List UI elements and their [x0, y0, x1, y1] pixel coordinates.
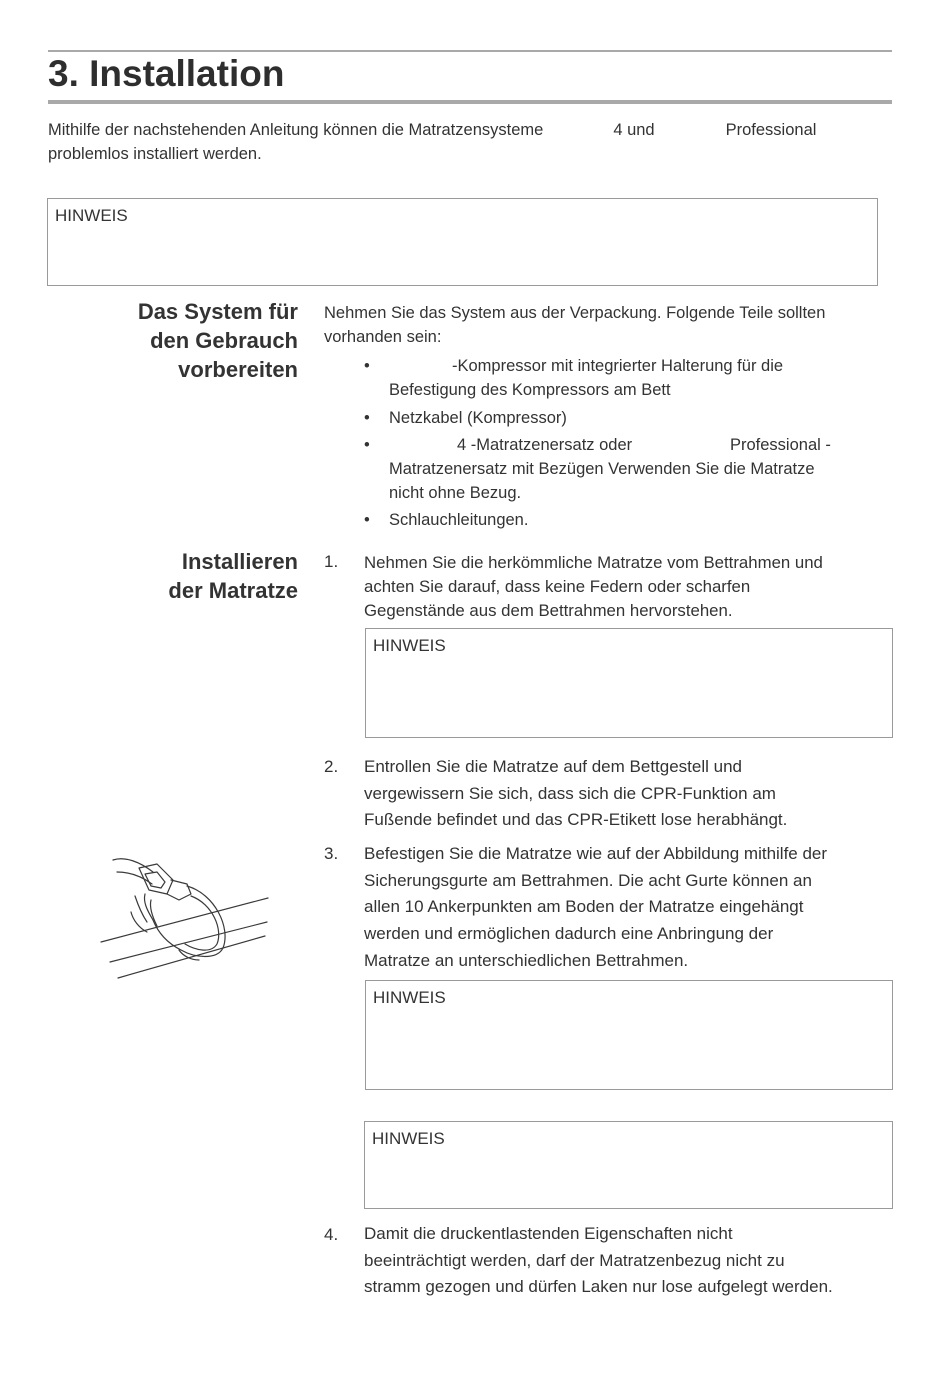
note-box	[365, 628, 893, 738]
item-text: 4 -Matratzenersatz oder	[457, 436, 633, 454]
heading-line: Das System für	[137, 299, 298, 324]
title-underline	[48, 100, 892, 104]
text-line: vergewissern Sie sich, dass sich die CPR-Funktion am	[364, 783, 776, 803]
text-line: beeinträchtigt werden, darf der Matratzenbezug nicht zu	[364, 1250, 785, 1270]
text-line: Damit die druckentlastenden Eigenschaften nicht	[364, 1224, 733, 1243]
heading-line: den Gebrauch	[150, 328, 298, 353]
page-title: 3. Installation	[48, 53, 285, 94]
prepare-intro	[324, 301, 904, 349]
text-line: Befestigen Sie die Matratze wie auf der Abbildung mithilfe der	[364, 844, 828, 863]
item-text: Professional -	[730, 436, 831, 454]
note-label: HINWEIS	[55, 206, 128, 225]
item-text: Schlauchleitungen.	[389, 511, 529, 529]
step-number: 3.	[324, 844, 339, 863]
text-line: achten Sie darauf, dass keine Federn oder scharfen	[364, 577, 751, 596]
text-line: Nehmen Sie das System aus der Verpackung. Folgende Teile sollten	[324, 304, 826, 322]
text-line: Fußende befindet und das CPR-Etikett lose herabhängt.	[364, 810, 788, 830]
note-box	[47, 198, 878, 286]
note-label: HINWEIS	[373, 636, 446, 655]
heading-line: der Matratze	[168, 578, 298, 603]
heading-line: vorbereiten	[178, 357, 298, 382]
step-1-text	[364, 551, 894, 623]
bullet: •	[364, 436, 370, 454]
strap-illustration	[95, 850, 275, 985]
top-rule	[48, 50, 892, 52]
step-number: 1.	[324, 552, 339, 571]
section-heading-install	[168, 547, 298, 605]
note-box	[365, 980, 893, 1090]
item-text: nicht ohne Bezug.	[389, 484, 522, 502]
heading-line: Installieren	[181, 549, 298, 574]
step-3-text	[364, 841, 894, 975]
step-2-text	[364, 754, 894, 834]
text-line: Sicherungsgurte am Bettrahmen. Die acht Gurte können an	[364, 870, 812, 890]
note-label: HINWEIS	[373, 988, 446, 1007]
intro-text-2: 4 und	[613, 121, 655, 139]
step-number: 4.	[324, 1225, 339, 1244]
step-4-text	[364, 1221, 894, 1301]
item-text: -Kompressor mit integrierter Halterung für die	[452, 357, 784, 375]
item-text: Netzkabel (Kompressor)	[389, 409, 567, 427]
bullet: •	[364, 409, 370, 427]
note-label: HINWEIS	[372, 1129, 445, 1148]
text-line: vorhanden sein:	[324, 328, 442, 346]
text-line: Gegenstände aus dem Bettrahmen hervorstehen.	[364, 601, 733, 620]
intro-text-1: Mithilfe der nachstehenden Anleitung können die Matratzensysteme	[48, 121, 544, 139]
intro-text-line2: problemlos installiert werden.	[48, 145, 262, 163]
text-line: werden und ermöglichen dadurch eine Anbringung der	[364, 924, 774, 944]
item-text: Matratzenersatz mit Bezügen Verwenden Sie die Matratze	[389, 460, 815, 478]
section-heading-prepare	[138, 297, 298, 384]
note-box	[364, 1121, 893, 1209]
text-line: Entrollen Sie die Matratze auf dem Bettgestell und	[364, 757, 742, 776]
text-line: Nehmen Sie die herkömmliche Matratze vom Bettrahmen und	[364, 553, 823, 572]
item-text: Befestigung des Kompressors am Bett	[389, 381, 671, 399]
bullet: •	[364, 357, 370, 375]
intro-text-3: Professional	[725, 121, 817, 139]
intro-paragraph	[48, 118, 892, 166]
text-line: allen 10 Ankerpunkten am Boden der Matratze eingehängt	[364, 897, 804, 917]
step-number: 2.	[324, 757, 339, 776]
text-line: stramm gezogen und dürfen Laken nur lose aufgelegt werden.	[364, 1277, 833, 1297]
text-line: Matratze an unterschiedlichen Bettrahmen.	[364, 950, 689, 970]
bullet: •	[364, 511, 370, 529]
